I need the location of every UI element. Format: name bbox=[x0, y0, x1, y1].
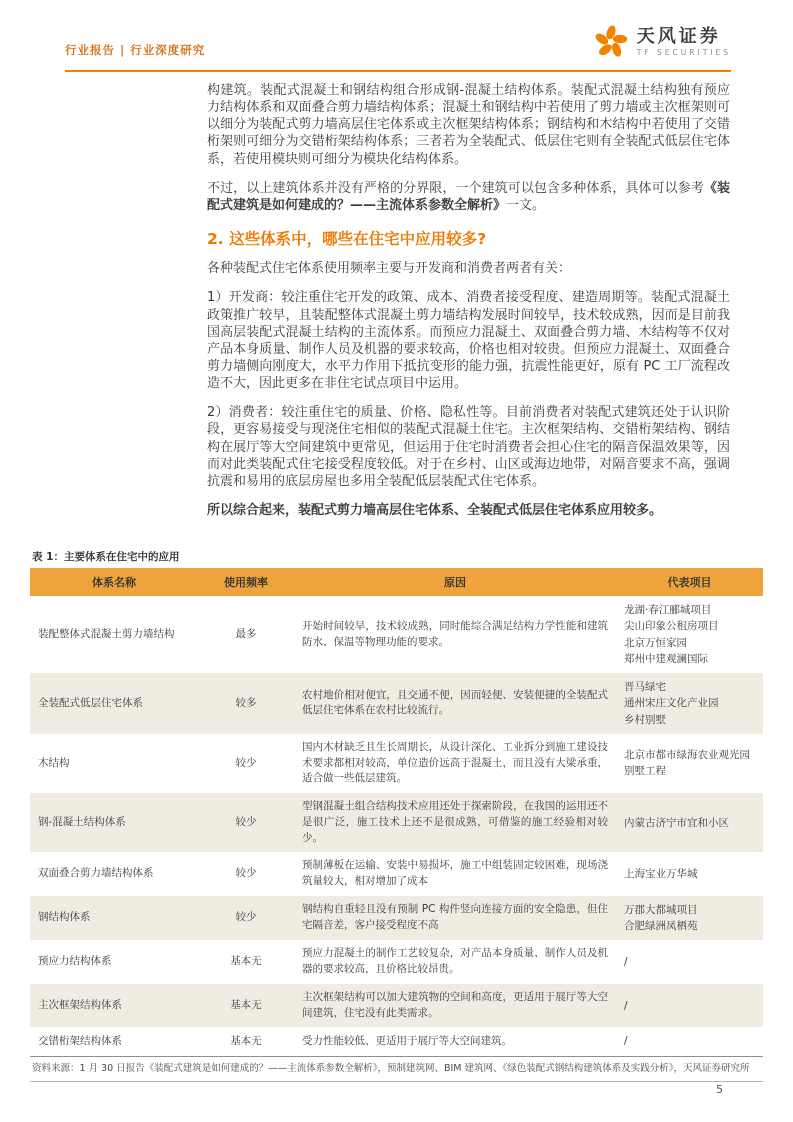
systems-table bbox=[30, 568, 763, 1056]
project-item: 乡村别墅 bbox=[624, 713, 666, 726]
system-name-cell: 装配整体式混凝土剪力墙结构 bbox=[38, 627, 175, 640]
project-item: 龙湖·春江郦城项目 bbox=[624, 604, 712, 616]
usage-frequency-cell: 较少 bbox=[235, 815, 257, 828]
body-paragraph-5: 2）消费者：较注重住宅的质量、价格、隐私性等。目前消费者对装配式建筑还处于认识阶段，更容易接受与现浇住宅相似的装配式混凝土住宅。主次框架结构、交错桁架结构、钢结构在展厅等大空间建筑中更常见，但运用于住宅时消费者会担心住宅的隔音保温效果等，因而对此类装配式住宅接受程度较低。对于在乡村、山区或海边地带，对隔音要求不高，强调抗震和易用的底层房屋也多用全装配低层装配式住宅体系。 bbox=[207, 405, 730, 489]
system-name-cell: 预应力结构体系 bbox=[38, 955, 112, 968]
project-item: 内蒙古济宁市宜和小区 bbox=[624, 816, 729, 829]
project-item: 通州宋庄文化产业园 bbox=[624, 697, 719, 710]
usage-frequency-cell: 较少 bbox=[235, 756, 257, 769]
representative-projects-cell bbox=[616, 896, 763, 941]
usage-frequency-cell: 基本无 bbox=[230, 1034, 262, 1047]
usage-frequency-cell: 较少 bbox=[235, 911, 257, 924]
representative-projects-cell bbox=[616, 1027, 763, 1055]
system-name-cell: 主次框架结构体系 bbox=[38, 998, 122, 1011]
conclusion-paragraph: 所以综合起来，装配式剪力墙高层住宅体系、全装配式低层住宅体系应用较多。 bbox=[207, 503, 663, 519]
paragraph-text: 一文。 bbox=[506, 197, 546, 213]
table-row bbox=[30, 940, 763, 984]
usage-frequency-cell: 基本无 bbox=[230, 955, 262, 968]
brand-logo bbox=[593, 24, 731, 60]
reason-cell: 开始时间较早，技术较成熟，同时能综合满足结构力学性能和建筑防水、保温等物理功能的要求。 bbox=[302, 619, 608, 648]
col-header-reason: 原因 bbox=[294, 568, 616, 596]
representative-projects-cell bbox=[616, 673, 763, 734]
system-name-cell: 交错桁架结构体系 bbox=[38, 1034, 122, 1047]
reason-cell: 主次框架结构可以加大建筑物的空间和高度，更适用于展厅等大空间建筑，住宅没有此类需求。 bbox=[302, 990, 608, 1019]
representative-projects-cell bbox=[616, 984, 763, 1028]
body-content bbox=[207, 82, 730, 531]
project-item: 郑州中建观澜国际 bbox=[624, 652, 708, 665]
system-name-cell: 钢结构体系 bbox=[38, 911, 91, 924]
table-row bbox=[30, 596, 763, 673]
representative-projects-cell bbox=[616, 596, 763, 673]
reason-cell: 预制薄板在运输、安装中易损坏，施工中组装固定较困难，现场浇筑量较大，相对增加了成本 bbox=[302, 859, 608, 888]
project-item: 北京万恒家园 bbox=[624, 636, 687, 649]
project-item: / bbox=[624, 999, 628, 1012]
section-heading-2: 2. 这些体系中，哪些在住宅中应用较多? bbox=[207, 230, 487, 249]
logo-en-text: TF SECURITIES bbox=[636, 48, 731, 58]
table-row bbox=[30, 793, 763, 852]
table-row bbox=[30, 734, 763, 793]
project-item: 合肥绿洲凤栖苑 bbox=[624, 920, 698, 933]
page-number: 5 bbox=[716, 1083, 723, 1096]
usage-frequency-cell: 较多 bbox=[235, 696, 257, 709]
project-item: 尖山印象公租房项目 bbox=[624, 620, 719, 633]
table-title: 表 1：主要体系在住宅中的应用 bbox=[32, 551, 180, 563]
usage-frequency-cell: 较少 bbox=[235, 867, 257, 880]
reason-cell: 受力性能较低、更适用于展厅等大空间建筑。 bbox=[302, 1034, 512, 1047]
system-name-cell: 钢-混凝土结构体系 bbox=[38, 815, 126, 828]
header-divider bbox=[65, 70, 731, 72]
reason-cell: 型钢混凝土组合结构技术应用还处于探索阶段，在我国的运用还不是很广泛，施工技术上还不是很成熟，可借鉴的施工经验相对较少。 bbox=[302, 800, 608, 844]
reason-cell: 农村地价相对便宜，且交通不便，因而轻便、安装便捷的全装配式低层住宅体系在农村比较流行。 bbox=[302, 688, 608, 717]
body-paragraph-4: 1）开发商：较注重住宅开发的政策、成本、消费者接受程度、建造周期等。装配式混凝土政策推广较早，且装配整体式混凝土剪力墙结构发展时间较早，技术较成熟，因而是目前我国高层装配式混凝土结构的主流体系。而预应力混凝土、双面叠合剪力墙、木结构等不仅对产品本身质量、制作人员及机器的要求较高，价格也相对较贵。但预应力混凝土、双面叠合剪力墙侧向刚度大，水平力作用下抵抗变形的能力强，抗震性能更好，原有 PC 工厂流程改造不大，因此更多在非住宅试点项目中运用。 bbox=[207, 290, 730, 392]
table-row bbox=[30, 984, 763, 1028]
project-item: 晋马绿宅 bbox=[624, 681, 666, 694]
project-item: / bbox=[624, 1035, 628, 1048]
usage-frequency-cell: 最多 bbox=[235, 627, 257, 640]
body-paragraph-1: 构建筑。装配式混凝土和钢结构组合形成钢-混凝土结构体系。装配式混凝土结构独有预应力结构体系和双面叠合剪力墙结构体系；混凝土和钢结构中若使用了剪力墙或主次框架则可以细分为装配式剪力墙高层住宅体系或主次框架结构体系；钢结构和木结构中若使用了交错桁架则可细分为交错桁架结构体系；三者若为全装配式、低层住宅则有全装配式低层住宅体系，若使用模块则可细分为模块化结构体系。 bbox=[207, 83, 730, 167]
table-section bbox=[30, 549, 763, 1082]
tf-flower-icon bbox=[593, 24, 629, 60]
table-row bbox=[30, 852, 763, 896]
project-item: 上海宝业万华城 bbox=[624, 867, 698, 880]
representative-projects-cell bbox=[616, 940, 763, 984]
reason-cell: 钢结构自重轻且没有预制 PC 构件竖向连接方面的安全隐患，但住宅隔音差，客户接受程度不高 bbox=[302, 903, 608, 932]
paragraph-text: 不过，以上建筑体系并没有严格的分界限，一个建筑可以包含多种体系，具体可以参考 bbox=[207, 180, 704, 196]
table-row bbox=[30, 673, 763, 734]
source-note: 资料来源：1 月 30 日报告《装配式建筑是如何建成的？——主流体系参数全解析》，预制建筑网、BIM 建筑网、《绿色装配式钢结构建筑体系及实践分析》，天风证券研究所 bbox=[30, 1056, 763, 1082]
system-name-cell: 全装配式低层住宅体系 bbox=[38, 696, 143, 709]
reason-cell: 国内木材缺乏且生长周期长，从设计深化、工业拆分到施工建设技术要求都相对较高，单位造价远高于混凝土，而且没有大梁承重，适合做一些低层建筑。 bbox=[302, 740, 608, 785]
report-type-label: 行业报告 | 行业深度研究 bbox=[65, 43, 206, 57]
reason-cell: 预应力混凝土的制作工艺较复杂，对产品本身质量、制作人员及机器的要求较高，且价格比较昂贵。 bbox=[302, 947, 608, 976]
project-item: 万郡大都城项目 bbox=[624, 903, 698, 916]
table-header-row bbox=[30, 568, 763, 596]
col-header-usage-frequency: 使用频率 bbox=[198, 568, 294, 596]
representative-projects-cell bbox=[616, 852, 763, 896]
body-paragraph-3: 各种装配式住宅体系使用频率主要与开发商和消费者两者有关： bbox=[207, 261, 572, 277]
project-item: / bbox=[624, 956, 628, 968]
body-paragraph-2 bbox=[207, 180, 730, 214]
system-name-cell: 木结构 bbox=[38, 756, 70, 769]
logo-cn-text: 天风证券 bbox=[636, 25, 721, 47]
representative-projects-cell bbox=[616, 734, 763, 793]
col-header-projects: 代表项目 bbox=[616, 568, 763, 596]
table-row bbox=[30, 1027, 763, 1055]
project-item: 北京市都市绿海农业观光园别墅工程 bbox=[624, 749, 750, 778]
report-reference: 《装配式建筑是如何建成的？——主流体系参数全解析》 bbox=[207, 180, 730, 213]
systems-table-body bbox=[30, 596, 763, 1056]
col-header-system-name: 体系名称 bbox=[30, 568, 198, 596]
usage-frequency-cell: 基本无 bbox=[230, 998, 262, 1011]
table-row bbox=[30, 896, 763, 941]
system-name-cell: 双面叠合剪力墙结构体系 bbox=[38, 867, 154, 880]
representative-projects-cell bbox=[616, 793, 763, 852]
